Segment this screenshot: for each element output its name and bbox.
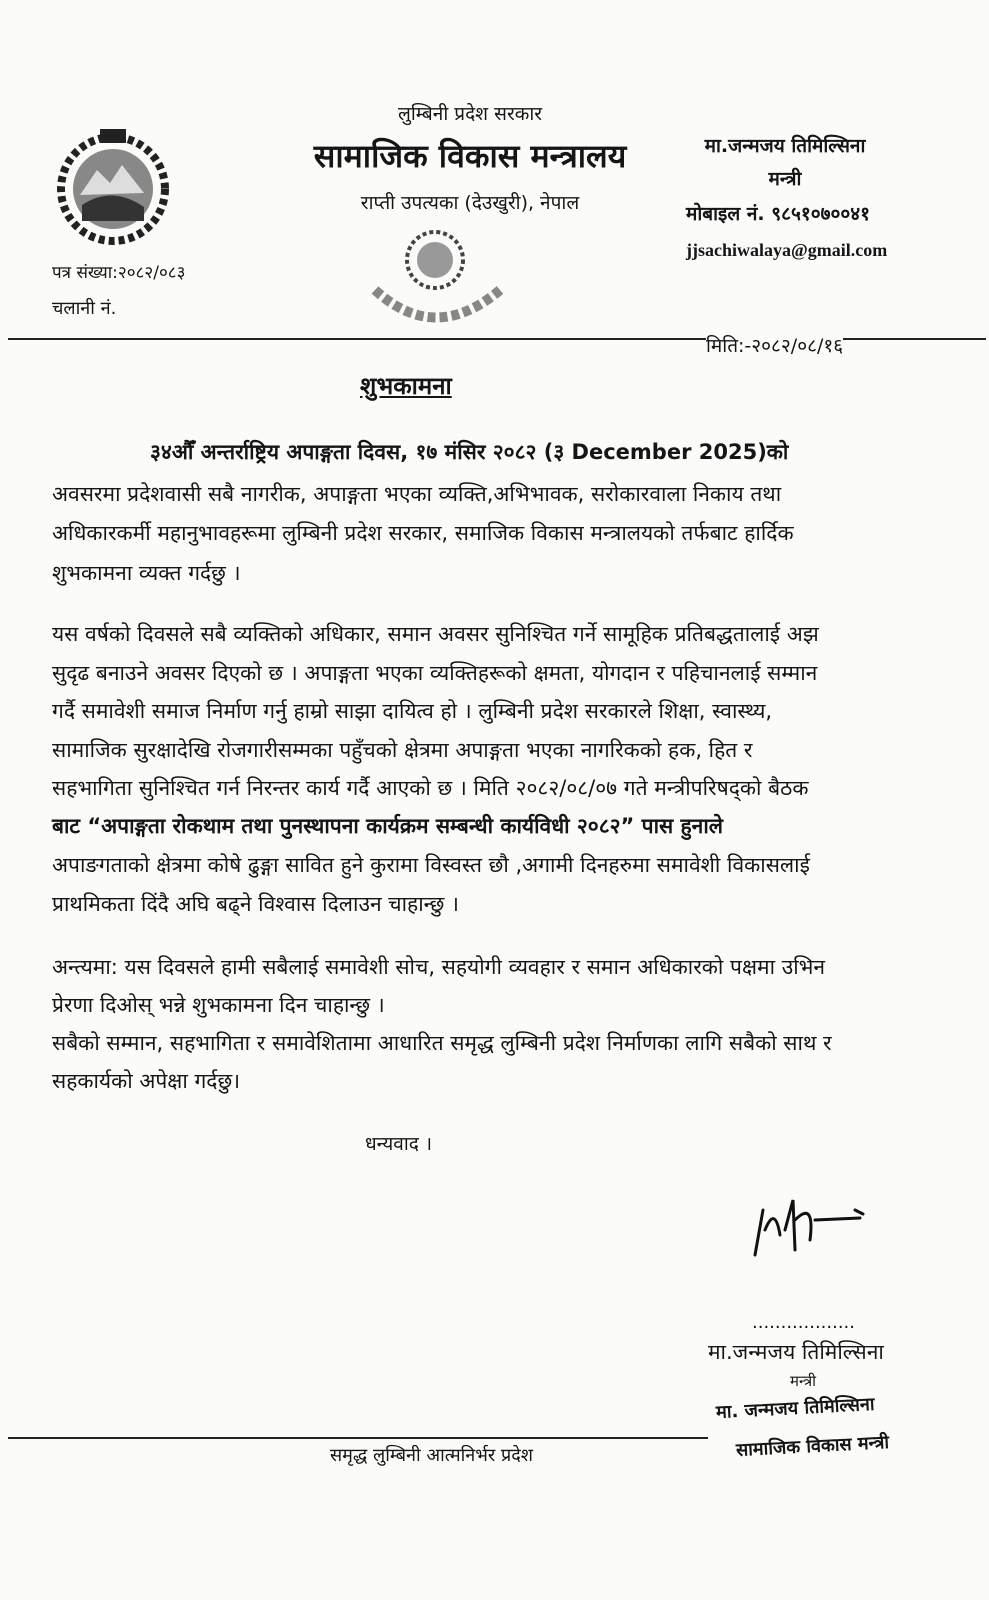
signatory-name: मा.जन्मजय तिमिल्सिना — [708, 1340, 884, 1364]
ministry-address: राप्ती उपत्यका (देउखुरी), नेपाल — [360, 192, 580, 214]
paragraph-line: यस वर्षको दिवसले सबै व्यक्तिको अधिकार, समान अवसर सुनिश्चित गर्ने सामूहिक प्रतिबद्धतालाई अझ — [52, 622, 819, 646]
paragraph-line: ३४औँ अन्तर्राष्ट्रिय अपाङ्गता दिवस, १७ मंसिर २०८२ (३ December 2025)को — [150, 440, 789, 464]
paragraph-line: सहभागिता सुनिश्चित गर्न निरन्तर कार्य गर्दै आएको छ । मिति २०८२/०८/०७ गते मन्त्रीपरिषद्को बैठक — [52, 776, 809, 800]
paragraph-line: अधिकारकर्मी महानुभावहरूमा लुम्बिनी प्रदेश सरकार, समाजिक विकास मन्त्रालयको तर्फबाट हार्दिक — [52, 521, 794, 545]
mobile-number: मोबाइल नं. ९८५१०७००४१ — [686, 203, 871, 225]
paragraph-line: सुदृढ बनाउने अवसर दिएको छ । अपाङ्गता भएका व्यक्तिहरूको क्षमता, योगदान र पहिचानलाई सम्मान — [52, 661, 818, 685]
minister-title: मन्त्री — [768, 168, 802, 190]
office-seal-stamp — [355, 225, 515, 340]
thanks-text: धन्यवाद । — [365, 1133, 433, 1155]
email-address: jjsachiwalaya@gmail.com — [686, 240, 888, 260]
letter-title: शुभकामना — [360, 372, 452, 400]
govt-name: लुम्बिनी प्रदेश सरकार — [397, 103, 543, 125]
ministry-name: सामाजिक विकास मन्त्रालय — [313, 137, 627, 175]
paragraph-line: शुभकामना व्यक्त गर्दछु । — [52, 561, 241, 585]
paragraph-line: सहकार्यको अपेक्षा गर्दछु। — [52, 1069, 241, 1093]
minister-name: मा.जन्मजय तिमिल्सिना — [704, 135, 866, 157]
paragraph-line: सामाजिक सुरक्षादेखि रोजगारीसम्मका पहुँचको क्षेत्रमा अपाङ्गता भएका नागरिकको हक, हित र — [52, 738, 753, 762]
paragraph-line: गर्दै समावेशी समाज निर्माण गर्नु हाम्रो साझा दायित्व हो । लुम्बिनी प्रदेश सरकारले शिक्षा, स्वास्थ्य, — [52, 699, 773, 723]
paragraph-line: अपाङगताको क्षेत्रमा कोषे ढुङ्गा सावित हुने कुरामा विस्वस्त छौ ,अगामी दिनहरुमा समावेशी विकासलाई — [52, 853, 810, 877]
paragraph-line: अन्त्यमा: यस दिवसले हामी सबैलाई समावेशी सोच, सहयोगी व्यवहार र समान अधिकारको पक्षमा उभिन — [52, 955, 826, 979]
letter-number: पत्र संख्या:२०८२/०८३ — [52, 263, 186, 283]
signatory-title: मन्त्री — [790, 1372, 817, 1390]
paragraph-line: प्रेरणा दिओस् भन्ने शुभकामना दिन चाहान्छु । — [52, 993, 385, 1017]
footer-divider — [8, 1437, 708, 1439]
letter-date: मिति:-२०८२/०८/१६ — [706, 335, 844, 357]
paragraph-line: बाट “अपाङ्गता रोकथाम तथा पुनस्थापना कार्यक्रम सम्बन्धी कार्यविधी २०८२” पास हुनाले — [52, 814, 724, 838]
paragraph-line: सबैको सम्मान, सहभागिता र समावेशितामा आधारित समृद्ध लुम्बिनी प्रदेश निर्माणका लागि सबैको साथ र — [52, 1031, 832, 1055]
title-stamp: सामाजिक विकास मन्त्री — [735, 1432, 890, 1461]
paragraph-line: प्राथमिकता दिंदै अघि बढ्ने विश्वास दिलाउन चाहान्छु । — [52, 892, 460, 916]
footer-slogan: समृद्ध लुम्बिनी आत्मनिर्भर प्रदेश — [330, 1445, 534, 1466]
dispatch-number: चलानी नं. — [52, 298, 117, 319]
handwritten-signature — [735, 1190, 875, 1270]
nepal-emblem-logo — [52, 125, 174, 247]
signature-line: .................. — [752, 1312, 855, 1333]
paragraph-line: अवसरमा प्रदेशवासी सबै नागरीक, अपाङ्गता भएका व्यक्ति,अभिभावक, सरोकारवाला निकाय तथा — [52, 482, 782, 506]
name-stamp: मा. जन्मजय तिमिल्सिना — [715, 1393, 876, 1424]
